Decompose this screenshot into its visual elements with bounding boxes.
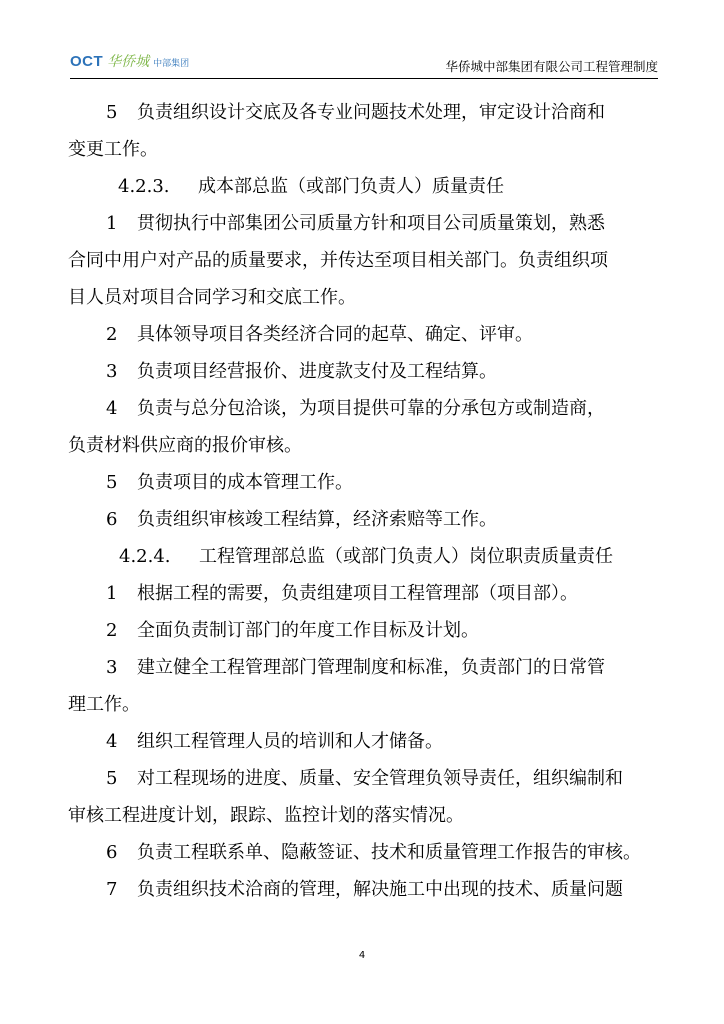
paragraph-line	[68, 353, 668, 390]
paragraph-line	[68, 871, 668, 908]
line-text: 全面负责制订部门的年度工作目标及计划。	[137, 620, 479, 641]
paragraph-line	[68, 279, 668, 316]
line-text: 变更工作。	[68, 139, 158, 160]
item-number: 5	[106, 472, 118, 493]
document-title: 华侨城中部集团有限公司工程管理制度	[445, 59, 658, 74]
paragraph-line	[68, 575, 668, 612]
line-text: 负责材料供应商的报价审核。	[68, 435, 302, 456]
paragraph-line	[68, 390, 668, 427]
line-text: 理工作。	[68, 694, 140, 715]
line-text: 负责项目的成本管理工作。	[137, 472, 353, 493]
paragraph-line	[68, 427, 668, 464]
section-title: 成本部总监（或部门负责人）质量责任	[198, 176, 504, 197]
line-text: 负责组织技术洽商的管理，解决施工中出现的技术、质量问题	[137, 879, 623, 900]
page-number: 4	[358, 950, 366, 961]
item-number: 1	[106, 583, 118, 604]
item-number: 4	[106, 398, 118, 419]
line-text: 根据工程的需要，负责组建项目工程管理部（项目部）。	[137, 583, 578, 604]
paragraph-line	[68, 501, 668, 538]
paragraph-line	[68, 94, 668, 131]
logo-subtitle: 中部集团	[153, 59, 190, 69]
item-number: 3	[106, 361, 118, 382]
logo-brush-text: 华侨城	[107, 54, 150, 70]
paragraph-line	[68, 205, 668, 242]
document-body	[68, 94, 668, 908]
paragraph-line	[68, 760, 668, 797]
line-text: 负责组织设计交底及各专业问题技术处理，审定设计洽商和	[137, 102, 605, 123]
section-heading	[68, 168, 668, 205]
item-number: 5	[106, 102, 118, 123]
paragraph-line	[68, 686, 668, 723]
paragraph-line	[68, 797, 668, 834]
paragraph-line	[68, 612, 668, 649]
line-text: 负责与总分包洽谈，为项目提供可靠的分承包方或制造商，	[137, 398, 605, 419]
line-text: 审核工程进度计划，跟踪、监控计划的落实情况。	[68, 805, 464, 826]
company-logo	[70, 51, 189, 71]
item-number: 5	[106, 768, 118, 789]
logo-oct-text: OCT	[70, 53, 104, 70]
paragraph-line	[68, 649, 668, 686]
item-number: 1	[106, 213, 118, 234]
paragraph-line	[68, 834, 668, 871]
section-title: 工程管理部总监（或部门负责人）岗位职责质量责任	[199, 546, 613, 567]
line-text: 目人员对项目合同学习和交底工作。	[68, 287, 356, 308]
item-number: 6	[106, 842, 118, 863]
line-text: 组织工程管理人员的培训和人才储备。	[137, 731, 443, 752]
page-header	[70, 48, 658, 79]
line-text: 负责组织审核竣工程结算，经济索赔等工作。	[137, 509, 497, 530]
line-text: 贯彻执行中部集团公司质量方针和项目公司质量策划，熟悉	[137, 213, 605, 234]
paragraph-line	[68, 131, 668, 168]
item-number: 6	[106, 509, 118, 530]
line-text: 负责工程联系单、隐蔽签证、技术和质量管理工作报告的审核。	[137, 842, 641, 863]
item-number: 2	[106, 620, 118, 641]
item-number: 7	[106, 879, 118, 900]
line-text: 建立健全工程管理部门管理制度和标准，负责部门的日常管	[137, 657, 605, 678]
line-text: 合同中用户对产品的质量要求，并传达至项目相关部门。负责组织项	[68, 250, 608, 271]
section-number: 4.2.3.	[118, 176, 170, 197]
line-text: 具体领导项目各类经济合同的起草、确定、评审。	[137, 324, 533, 345]
paragraph-line	[68, 723, 668, 760]
paragraph-line	[68, 316, 668, 353]
paragraph-line	[68, 464, 668, 501]
item-number: 2	[106, 324, 118, 345]
section-heading	[68, 538, 668, 575]
line-text: 对工程现场的进度、质量、安全管理负领导责任，组织编制和	[137, 768, 623, 789]
line-text: 负责项目经营报价、进度款支付及工程结算。	[137, 361, 497, 382]
section-number: 4.2.4.	[119, 546, 171, 567]
item-number: 4	[106, 731, 118, 752]
paragraph-line	[68, 242, 668, 279]
item-number: 3	[106, 657, 118, 678]
